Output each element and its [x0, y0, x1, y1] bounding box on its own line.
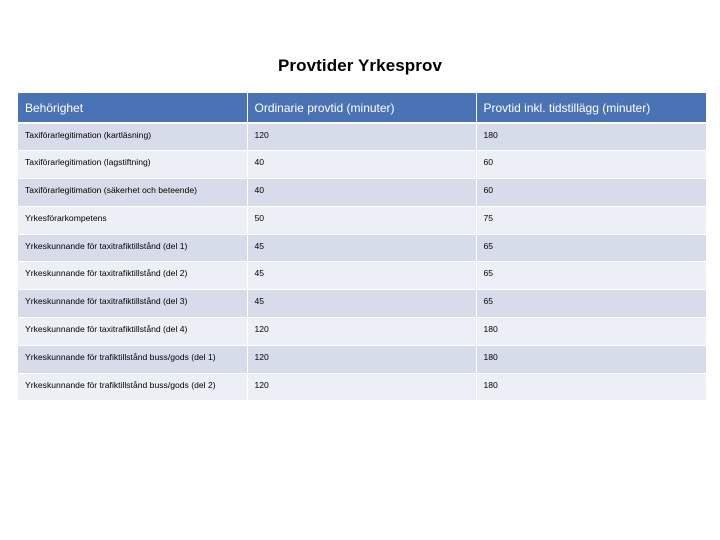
cell-ordinary-time: 40 — [247, 151, 476, 179]
cell-extended-time: 180 — [476, 373, 706, 401]
cell-extended-time: 60 — [476, 179, 706, 207]
cell-ordinary-time: 120 — [247, 123, 476, 151]
cell-authorization: Yrkeskunnande för taxitrafiktillstånd (del 2) — [18, 262, 247, 290]
cell-authorization: Taxiförarlegitimation (säkerhet och beteende) — [18, 179, 247, 207]
cell-extended-time: 60 — [476, 151, 706, 179]
cell-extended-time: 65 — [476, 262, 706, 290]
table-row — [18, 290, 706, 318]
cell-extended-time: 180 — [476, 345, 706, 373]
cell-extended-time: 180 — [476, 123, 706, 151]
cell-ordinary-time: 120 — [247, 373, 476, 401]
cell-authorization: Yrkeskunnande för trafiktillstånd buss/gods (del 1) — [18, 345, 247, 373]
cell-authorization: Yrkeskunnande för taxitrafiktillstånd (del 3) — [18, 290, 247, 318]
page-title: Provtider Yrkesprov — [277, 56, 443, 75]
column-header-extended-time: Provtid inkl. tidstillägg (minuter) — [476, 93, 706, 123]
table-header-row — [18, 93, 706, 123]
cell-ordinary-time: 45 — [247, 290, 476, 318]
table-row — [18, 179, 706, 207]
table-row — [18, 151, 706, 179]
cell-extended-time: 65 — [476, 290, 706, 318]
table-row — [18, 123, 706, 151]
exam-times-table — [18, 93, 706, 401]
cell-authorization: Yrkeskunnande för taxitrafiktillstånd (del 4) — [18, 318, 247, 346]
cell-authorization: Taxiförarlegitimation (kartläsning) — [18, 123, 247, 151]
column-header-ordinary-time: Ordinarie provtid (minuter) — [247, 93, 476, 123]
cell-authorization: Yrkeskunnande för taxitrafiktillstånd (del 1) — [18, 234, 247, 262]
cell-ordinary-time: 120 — [247, 345, 476, 373]
table-row — [18, 373, 706, 401]
cell-authorization: Yrkeskunnande för trafiktillstånd buss/gods (del 2) — [18, 373, 247, 401]
cell-ordinary-time: 45 — [247, 262, 476, 290]
cell-ordinary-time: 120 — [247, 318, 476, 346]
table-row — [18, 234, 706, 262]
cell-extended-time: 65 — [476, 234, 706, 262]
table-row — [18, 318, 706, 346]
column-header-authorization: Behörighet — [18, 93, 247, 123]
cell-extended-time: 75 — [476, 206, 706, 234]
table-row — [18, 206, 706, 234]
table-row — [18, 345, 706, 373]
cell-ordinary-time: 50 — [247, 206, 476, 234]
cell-authorization: Taxiförarlegitimation (lagstiftning) — [18, 151, 247, 179]
cell-authorization: Yrkesförarkompetens — [18, 206, 247, 234]
cell-ordinary-time: 40 — [247, 179, 476, 207]
cell-ordinary-time: 45 — [247, 234, 476, 262]
table-row — [18, 262, 706, 290]
cell-extended-time: 180 — [476, 318, 706, 346]
